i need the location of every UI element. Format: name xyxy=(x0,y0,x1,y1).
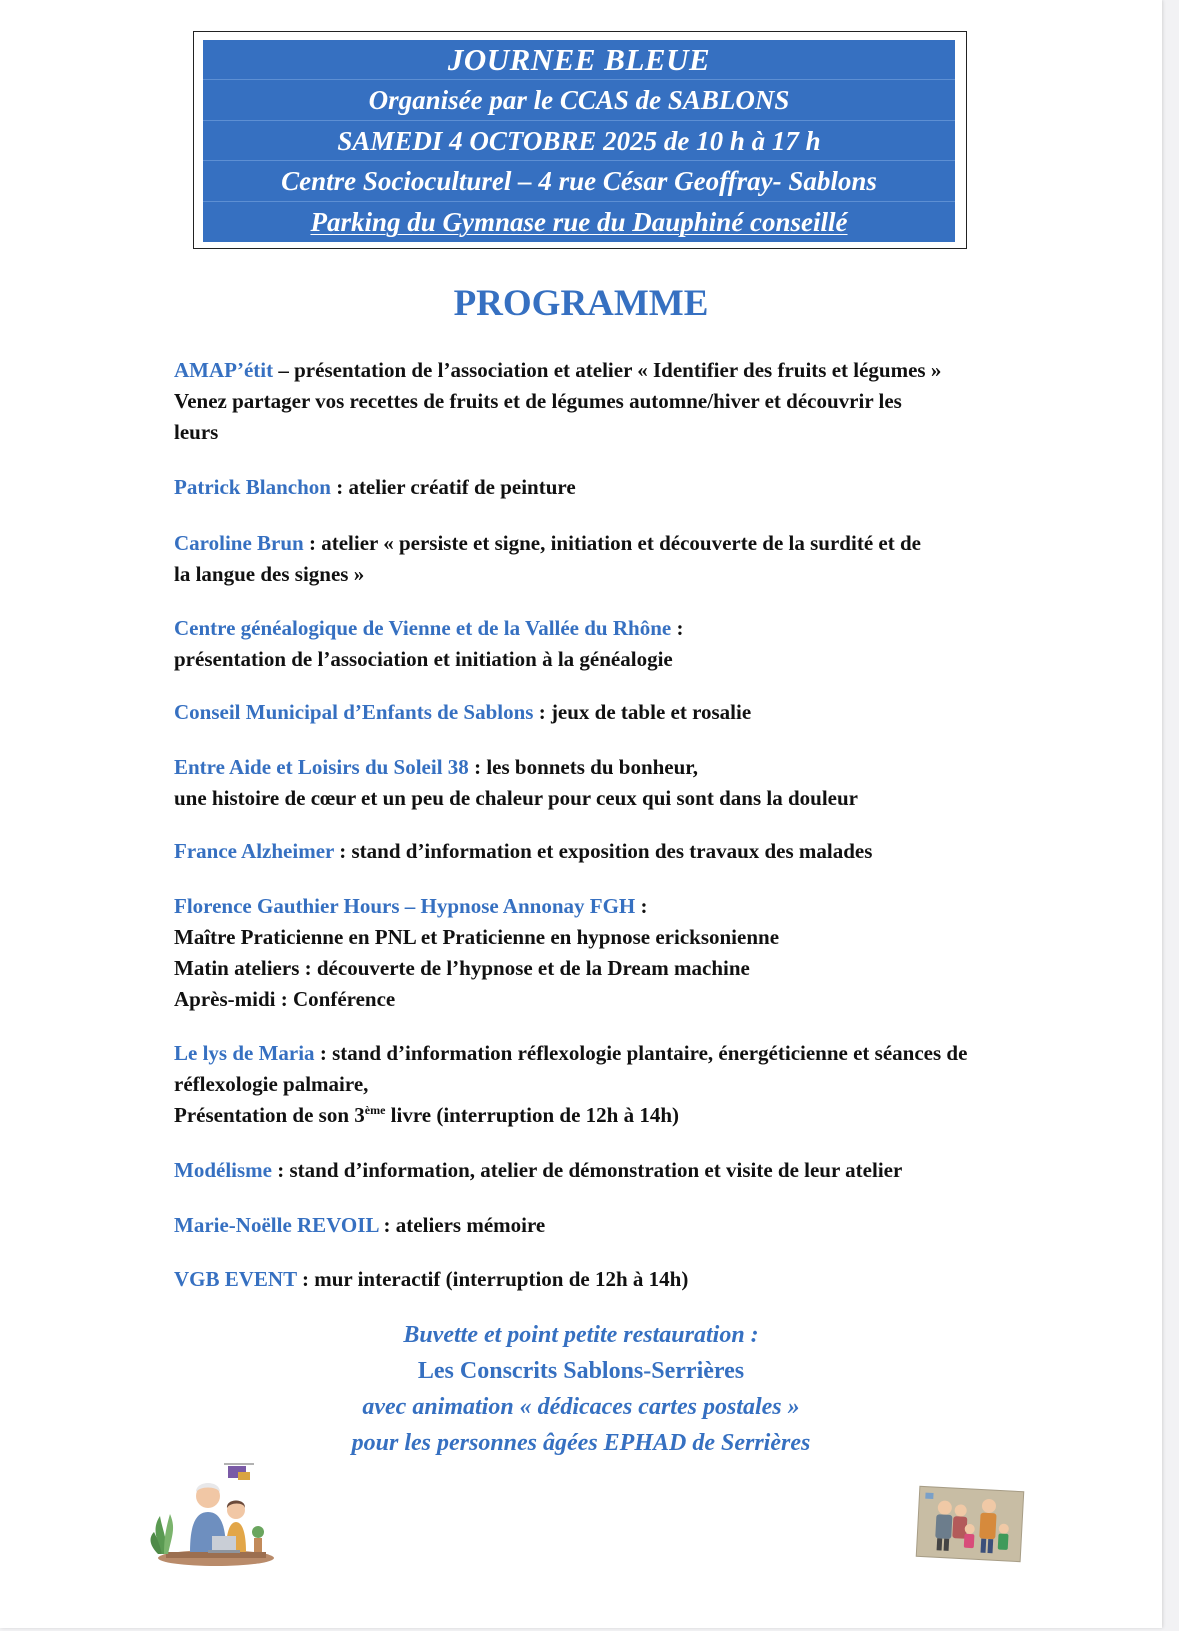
event-location: Centre Socioculturel – 4 rue César Geoffray- Sablons xyxy=(203,161,955,201)
item-separator: : xyxy=(635,894,648,918)
item-text: stand d’information, atelier de démonstration et visite de leur atelier xyxy=(289,1158,903,1182)
programme-item xyxy=(174,836,1094,867)
item-separator: : xyxy=(333,839,352,863)
programme-item xyxy=(174,613,1094,675)
programme-item xyxy=(174,1038,1094,1131)
item-text: Présentation de son 3 xyxy=(174,1103,365,1127)
family-group-illustration xyxy=(914,1485,1026,1563)
item-separator: : xyxy=(533,700,551,724)
item-text: une histoire de cœur et un peu de chaleur pour ceux qui sont dans la douleur xyxy=(174,786,858,810)
item-text: atelier « persiste et signe, initiation et découverte de la surdité et de xyxy=(321,531,921,555)
postcard-animation: avec animation « dédicaces cartes postales » xyxy=(362,1394,800,1420)
item-name: Marie-Noëlle REVOIL xyxy=(174,1213,379,1237)
item-name: Florence Gauthier Hours – Hypnose Annonay FGH xyxy=(174,894,636,918)
item-text: Venez partager vos recettes de fruits et de légumes automne/hiver et découvrir les xyxy=(174,389,902,413)
event-header-frame xyxy=(193,31,967,249)
programme-item xyxy=(174,697,1094,728)
item-separator: : xyxy=(330,475,349,499)
refreshments-provider: Les Conscrits Sablons-Serrières xyxy=(417,1358,745,1384)
item-text: réflexologie palmaire, xyxy=(174,1072,369,1096)
item-text: stand d’information réflexologie plantaire, énergéticienne et séances de xyxy=(332,1041,968,1065)
programme-item xyxy=(174,1210,1094,1241)
programme-item xyxy=(174,472,1094,503)
item-name: Le lys de Maria xyxy=(174,1041,315,1065)
postcard-recipients: pour les personnes âgées EPHAD de Serrières xyxy=(351,1430,811,1456)
programme-item xyxy=(174,355,1094,448)
item-text: stand d’information et exposition des travaux des malades xyxy=(351,839,873,863)
item-separator: – xyxy=(273,358,295,382)
item-text: mur interactif (interruption de 12h à 14h) xyxy=(314,1267,689,1291)
item-text: présentation de l’association et atelier « Identifier des fruits et légumes » xyxy=(294,358,942,382)
event-parking: Parking du Gymnase rue du Dauphiné conseillé xyxy=(310,206,848,237)
ordinal-suffix: ème xyxy=(364,1103,386,1117)
programme-item xyxy=(174,528,1094,590)
family-table-illustration xyxy=(146,1458,276,1568)
event-date: SAMEDI 4 OCTOBRE 2025 de 10 h à 17 h xyxy=(203,121,955,161)
event-organizer: Organisée par le CCAS de SABLONS xyxy=(203,80,955,120)
item-separator: : xyxy=(271,1158,290,1182)
item-separator: : xyxy=(314,1041,333,1065)
item-text: ateliers mémoire xyxy=(395,1213,546,1237)
item-text: présentation de l’association et initiation à la généalogie xyxy=(174,647,673,671)
item-name: Centre généalogique de Vienne et de la Vallée du Rhône xyxy=(174,616,672,640)
item-name: VGB EVENT xyxy=(174,1267,297,1291)
item-separator: : xyxy=(303,531,322,555)
refreshments-notice xyxy=(0,1317,1162,1461)
item-name: AMAP’étit xyxy=(174,358,274,382)
programme-title: PROGRAMME xyxy=(453,283,709,324)
item-name: Modélisme xyxy=(174,1158,272,1182)
item-text: jeux de table et rosalie xyxy=(550,700,752,724)
item-text: la langue des signes » xyxy=(174,562,365,586)
programme-item xyxy=(174,1155,1094,1186)
programme-item xyxy=(174,891,1094,1015)
item-separator: : xyxy=(378,1213,396,1237)
item-text: Après-midi : Conférence xyxy=(174,987,396,1011)
item-name: Patrick Blanchon xyxy=(174,475,331,499)
item-separator: : xyxy=(468,755,487,779)
item-text: Maître Praticienne en PNL et Praticienne en hypnose ericksonienne xyxy=(174,925,780,949)
item-text: Matin ateliers : découverte de l’hypnose et de la Dream machine xyxy=(174,956,750,980)
event-header xyxy=(203,40,955,242)
programme-item xyxy=(174,1264,1094,1295)
programme-item xyxy=(174,752,1094,814)
refreshments-title: Buvette et point petite restauration : xyxy=(403,1322,759,1348)
item-separator: : xyxy=(671,616,684,640)
item-separator: : xyxy=(296,1267,315,1291)
item-name: Caroline Brun xyxy=(174,531,304,555)
item-text: livre (interruption de 12h à 14h) xyxy=(385,1103,680,1127)
item-text: atelier créatif de peinture xyxy=(348,475,576,499)
item-name: Conseil Municipal d’Enfants de Sablons xyxy=(174,700,534,724)
item-name: France Alzheimer xyxy=(174,839,334,863)
event-title: JOURNEE BLEUE xyxy=(203,40,955,80)
item-text: les bonnets du bonheur, xyxy=(486,755,698,779)
item-text: leurs xyxy=(174,420,219,444)
item-name: Entre Aide et Loisirs du Soleil 38 xyxy=(174,755,469,779)
